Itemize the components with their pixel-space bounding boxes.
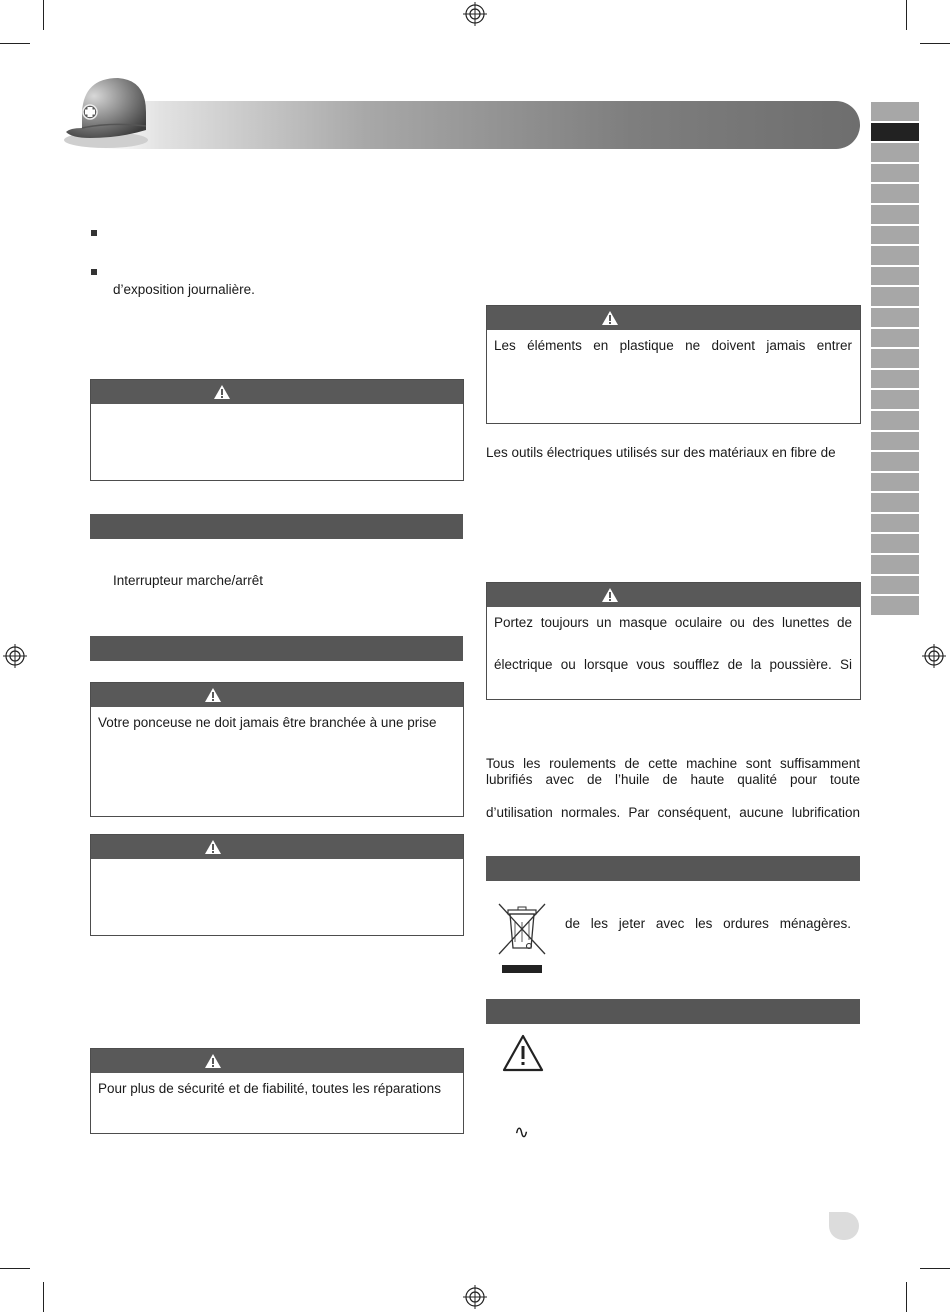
warning-box: [486, 305, 861, 424]
language-tab[interactable]: [871, 267, 919, 286]
warning-triangle-icon: [601, 587, 619, 603]
language-tab[interactable]: [871, 390, 919, 409]
bearings-text: lubrifiés avec de l’huile de haute qualité pour toute: [486, 772, 860, 787]
warning-text: Les éléments en plastique ne doivent jamais entrer: [494, 338, 852, 353]
warning-triangle-icon: [204, 1053, 222, 1069]
language-tab[interactable]: [871, 308, 919, 327]
section-heading-bar: [90, 514, 463, 539]
language-tab[interactable]: [871, 576, 919, 595]
crop-mark: [43, 1282, 44, 1312]
crop-mark: [906, 0, 907, 30]
bullet-text: d’exposition journalière.: [113, 282, 255, 297]
registration-mark-icon: [463, 1285, 487, 1309]
crop-mark: [906, 1282, 907, 1312]
warning-text: électrique ou lorsque vous soufflez de la poussière. Si: [494, 657, 852, 672]
warning-header: [487, 306, 860, 330]
warning-header: [91, 1049, 463, 1073]
crop-mark: [43, 0, 44, 30]
language-tab[interactable]: [871, 226, 919, 245]
language-tab[interactable]: [871, 184, 919, 203]
crop-mark: [920, 43, 950, 44]
warning-text: Pour plus de sécurité et de fiabilité, toutes les réparations: [98, 1081, 441, 1096]
bearings-text: Tous les roulements de cette machine sont suffisamment: [486, 756, 860, 771]
warning-header: [91, 835, 463, 859]
caution-triangle-icon: [502, 1034, 544, 1072]
language-tab[interactable]: [871, 164, 919, 183]
warning-text: Portez toujours un masque oculaire ou des lunettes de: [494, 615, 852, 630]
page-header-bar: [100, 101, 860, 149]
crop-mark: [0, 1268, 30, 1269]
registration-mark-icon: [922, 644, 946, 668]
crop-mark: [920, 1268, 950, 1269]
fiber-text: Les outils électriques utilisés sur des matériaux en fibre de: [486, 445, 836, 460]
language-tab[interactable]: [871, 555, 919, 574]
section-heading-bar: [486, 999, 860, 1024]
warning-box: [486, 582, 861, 700]
language-tab[interactable]: [871, 102, 919, 121]
warning-triangle-icon: [601, 310, 619, 326]
language-tab[interactable]: [871, 452, 919, 471]
language-tab[interactable]: [871, 473, 919, 492]
language-tab[interactable]: [871, 432, 919, 451]
language-tab[interactable]: [871, 329, 919, 348]
language-tab[interactable]: [871, 493, 919, 512]
switch-label: Interrupteur marche/arrêt: [113, 573, 264, 588]
language-tab-active[interactable]: [871, 123, 919, 142]
language-tab[interactable]: [871, 411, 919, 430]
warning-header: [91, 683, 463, 707]
warning-header: [91, 380, 463, 404]
section-heading-bar: [90, 636, 463, 661]
bullet-marker: [91, 230, 97, 236]
language-tab[interactable]: [871, 534, 919, 553]
language-tab[interactable]: [871, 246, 919, 265]
crossed-out-wheelie-bin-icon: [497, 902, 547, 976]
language-tab[interactable]: [871, 514, 919, 533]
warning-box: [90, 834, 464, 936]
warning-box: [90, 682, 464, 817]
warning-triangle-icon: [204, 687, 222, 703]
warning-box: [90, 379, 464, 481]
safety-helmet-icon: [60, 72, 160, 152]
language-tab[interactable]: [871, 370, 919, 389]
warning-box: [90, 1048, 464, 1134]
language-tab[interactable]: [871, 143, 919, 162]
bearings-text: d’utilisation normales. Par conséquent, aucune lubrification: [486, 805, 860, 820]
registration-mark-icon: [463, 2, 487, 26]
language-tab[interactable]: [871, 349, 919, 368]
warning-triangle-icon: [204, 839, 222, 855]
warning-text: Votre ponceuse ne doit jamais être branchée à une prise: [98, 715, 437, 730]
warning-triangle-icon: [213, 384, 231, 400]
ac-symbol: ∿: [514, 1122, 530, 1142]
language-tab[interactable]: [871, 205, 919, 224]
page-number-shape: [829, 1212, 859, 1240]
registration-mark-icon: [3, 644, 27, 668]
language-tabs: [871, 102, 919, 617]
disposal-text: de les jeter avec les ordures ménagères.: [565, 916, 851, 931]
section-heading-bar: [486, 856, 860, 881]
crop-mark: [0, 43, 30, 44]
bullet-marker: [91, 269, 97, 275]
language-tab[interactable]: [871, 596, 919, 615]
language-tab[interactable]: [871, 287, 919, 306]
warning-header: [487, 583, 860, 607]
